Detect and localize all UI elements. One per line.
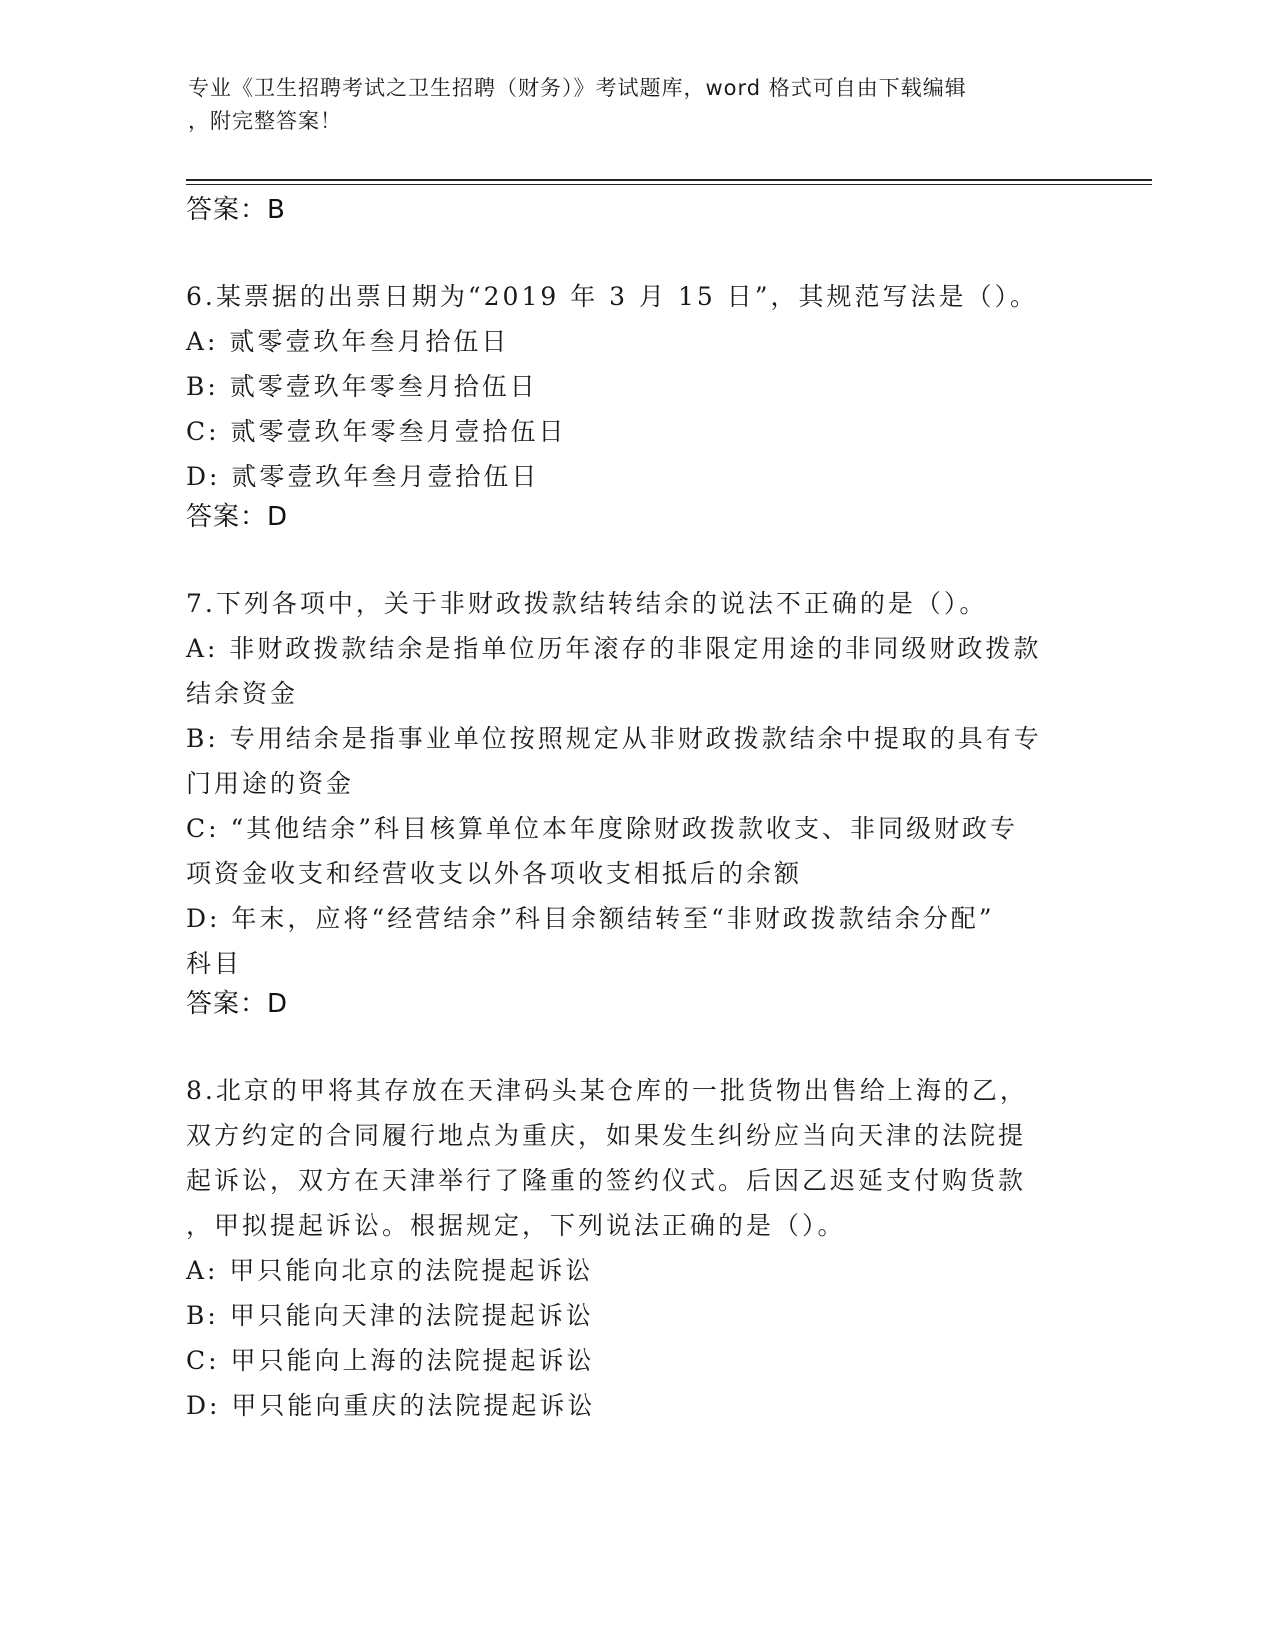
option-line: 科目 (186, 949, 243, 978)
header-divider-thin (186, 184, 1152, 185)
option-line: D: 年末，应将“经营结余”科目余额结转至“非财政拨款结余分配” (186, 904, 995, 933)
option-line: B: 甲只能向天津的法院提起诉讼 (186, 1301, 594, 1330)
answer-option (186, 364, 1086, 409)
question-answer: 答案：D (186, 989, 289, 1019)
answer-option (186, 716, 1086, 806)
question-stem (186, 1068, 1086, 1248)
option-line: A: 贰零壹玖年叁月拾伍日 (186, 327, 510, 356)
option-line: B: 专用结余是指事业单位按照规定从非财政拨款结余中提取的具有专 (186, 724, 1042, 753)
answer-option (186, 896, 1086, 986)
question-line: 双方约定的合同履行地点为重庆，如果发生纠纷应当向天津的法院提 (186, 1121, 1027, 1150)
question-stem (186, 274, 1086, 319)
question-answer: 答案：D (186, 502, 289, 532)
header-line-1: 专业《卫生招聘考试之卫生招聘（财务）》考试题库，word 格式可自由下载编辑 (188, 76, 967, 100)
document-header (188, 72, 1078, 138)
question-line: ，甲拟提起诉讼。根据规定，下列说法正确的是（）。 (186, 1211, 846, 1240)
header-divider-thick (186, 179, 1152, 181)
question-line: 7.下列各项中，关于非财政拨款结转结余的说法不正确的是（）。 (186, 589, 988, 618)
header-line-2: ，附完整答案！ (188, 109, 342, 133)
question-block (186, 581, 1086, 1020)
option-line: A: 甲只能向北京的法院提起诉讼 (186, 1256, 594, 1285)
answer-option (186, 319, 1086, 364)
document-body (186, 188, 1086, 1428)
option-line: D: 甲只能向重庆的法院提起诉讼 (186, 1391, 596, 1420)
answer-option (186, 1248, 1086, 1293)
option-line: 结余资金 (186, 679, 299, 708)
question-list (186, 274, 1086, 1428)
option-line: B: 贰零壹玖年零叁月拾伍日 (186, 372, 538, 401)
question-line: 起诉讼，双方在天津举行了隆重的签约仪式。后因乙迟延支付购货款 (186, 1166, 1027, 1195)
option-line: 项资金收支和经营收支以外各项收支相抵后的余额 (186, 859, 803, 888)
option-line: 门用途的资金 (186, 769, 355, 798)
question-block (186, 1068, 1086, 1428)
answer-option (186, 409, 1086, 454)
previous-answer: 答案：B (186, 195, 286, 225)
answer-option (186, 1383, 1086, 1428)
option-line: C: 甲只能向上海的法院提起诉讼 (186, 1346, 595, 1375)
answer-option (186, 454, 1086, 499)
question-stem (186, 581, 1086, 626)
answer-option (186, 806, 1086, 896)
question-line: 8.北京的甲将其存放在天津码头某仓库的一批货物出售给上海的乙， (186, 1076, 1028, 1105)
answer-option (186, 626, 1086, 716)
question-block (186, 274, 1086, 533)
question-line: 6.某票据的出票日期为“2019 年 3 月 15 日”，其规范写法是（）。 (186, 282, 1038, 311)
answer-option (186, 1338, 1086, 1383)
option-line: A: 非财政拨款结余是指单位历年滚存的非限定用途的非同级财政拨款 (186, 634, 1042, 663)
answer-option (186, 1293, 1086, 1338)
option-line: C: 贰零壹玖年零叁月壹拾伍日 (186, 417, 567, 446)
option-line: D: 贰零壹玖年叁月壹拾伍日 (186, 462, 540, 491)
option-line: C: “其他结余”科目核算单位本年度除财政拨款收支、非同级财政专 (186, 814, 1019, 843)
